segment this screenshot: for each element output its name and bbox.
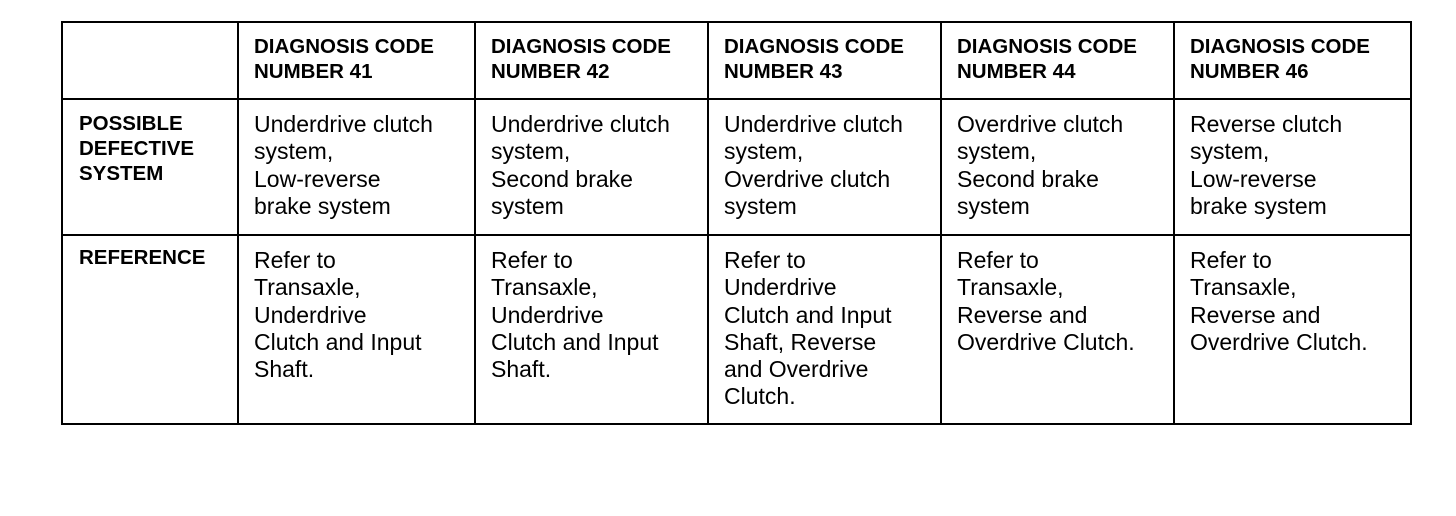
diagnosis-code-table (61, 21, 1412, 425)
cell-line: Overdrive Clutch. (1190, 328, 1368, 355)
header-cell-44 (941, 22, 1174, 99)
cell-line: Transaxle, (957, 274, 1064, 301)
cell-line: Underdrive clutch (491, 111, 670, 137)
cell-line: system, (254, 138, 334, 165)
header-line: DIAGNOSIS CODE (957, 35, 1137, 58)
header-cell-41 (238, 22, 475, 99)
cell-line: Reverse and (1190, 301, 1321, 328)
header-line: NUMBER 41 (254, 60, 373, 83)
cell-line: Reverse clutch (1190, 111, 1343, 137)
cell-line: Second brake (491, 165, 633, 192)
cell-line: Underdrive (254, 301, 367, 328)
cell-line: Underdrive (724, 274, 837, 301)
cell-line: system, (491, 138, 571, 165)
cell-line: system (724, 192, 797, 219)
system-cell-41 (238, 99, 475, 235)
system-cell-42 (475, 99, 708, 235)
possible-defective-system-row (62, 99, 1411, 235)
cell-line: Low-reverse (254, 165, 381, 192)
reference-cell-41 (238, 235, 475, 424)
row-label-line: REFERENCE (79, 246, 206, 269)
reference-cell-44 (941, 235, 1174, 424)
cell-line: Clutch and Input (724, 301, 892, 328)
cell-line: Refer to (724, 247, 806, 273)
cell-line: Overdrive clutch (724, 165, 891, 192)
row-label-line: POSSIBLE (79, 112, 183, 135)
row-label-line: SYSTEM (79, 162, 164, 185)
header-cell-43 (708, 22, 941, 99)
reference-cell-42 (475, 235, 708, 424)
cell-line: Second brake (957, 165, 1099, 192)
cell-line: Refer to (957, 247, 1039, 273)
header-line: NUMBER 42 (491, 60, 610, 83)
cell-line: system, (724, 138, 804, 165)
cell-line: Transaxle, (491, 274, 598, 301)
system-cell-46 (1174, 99, 1411, 235)
reference-row (62, 235, 1411, 424)
cell-line: brake system (1190, 192, 1327, 219)
row-label-cell (62, 235, 238, 424)
cell-line: Overdrive Clutch. (957, 328, 1135, 355)
cell-line: Low-reverse (1190, 165, 1317, 192)
cell-line: system, (957, 138, 1037, 165)
header-line: DIAGNOSIS CODE (1190, 35, 1370, 58)
row-label-cell (62, 99, 238, 235)
header-line: DIAGNOSIS CODE (254, 35, 434, 58)
header-line: NUMBER 46 (1190, 60, 1309, 83)
cell-line: Shaft, Reverse (724, 328, 877, 355)
cell-line: Refer to (254, 247, 336, 273)
header-cell-42 (475, 22, 708, 99)
cell-line: Clutch. (724, 383, 796, 410)
cell-line: Shaft. (254, 356, 315, 383)
corner-cell (62, 22, 238, 99)
header-row (62, 22, 1411, 99)
cell-line: and Overdrive (724, 356, 869, 383)
cell-line: Clutch and Input (491, 328, 659, 355)
system-cell-43 (708, 99, 941, 235)
cell-line: Refer to (1190, 247, 1272, 273)
header-line: DIAGNOSIS CODE (724, 35, 904, 58)
header-cell-46 (1174, 22, 1411, 99)
cell-line: system (491, 192, 564, 219)
cell-line: system (957, 192, 1030, 219)
cell-line: Underdrive (491, 301, 604, 328)
reference-cell-46 (1174, 235, 1411, 424)
header-line: NUMBER 44 (957, 60, 1076, 83)
cell-line: Overdrive clutch (957, 111, 1124, 137)
system-cell-44 (941, 99, 1174, 235)
cell-line: Reverse and (957, 301, 1088, 328)
cell-line: system, (1190, 138, 1270, 165)
cell-line: Clutch and Input (254, 328, 422, 355)
cell-line: Underdrive clutch (724, 111, 903, 137)
header-line: DIAGNOSIS CODE (491, 35, 671, 58)
cell-line: Refer to (491, 247, 573, 273)
reference-cell-43 (708, 235, 941, 424)
cell-line: Transaxle, (1190, 274, 1297, 301)
cell-line: brake system (254, 192, 391, 219)
cell-line: Underdrive clutch (254, 111, 433, 137)
header-line: NUMBER 43 (724, 60, 843, 83)
cell-line: Shaft. (491, 356, 552, 383)
cell-line: Transaxle, (254, 274, 361, 301)
row-label-line: DEFECTIVE (79, 137, 195, 160)
